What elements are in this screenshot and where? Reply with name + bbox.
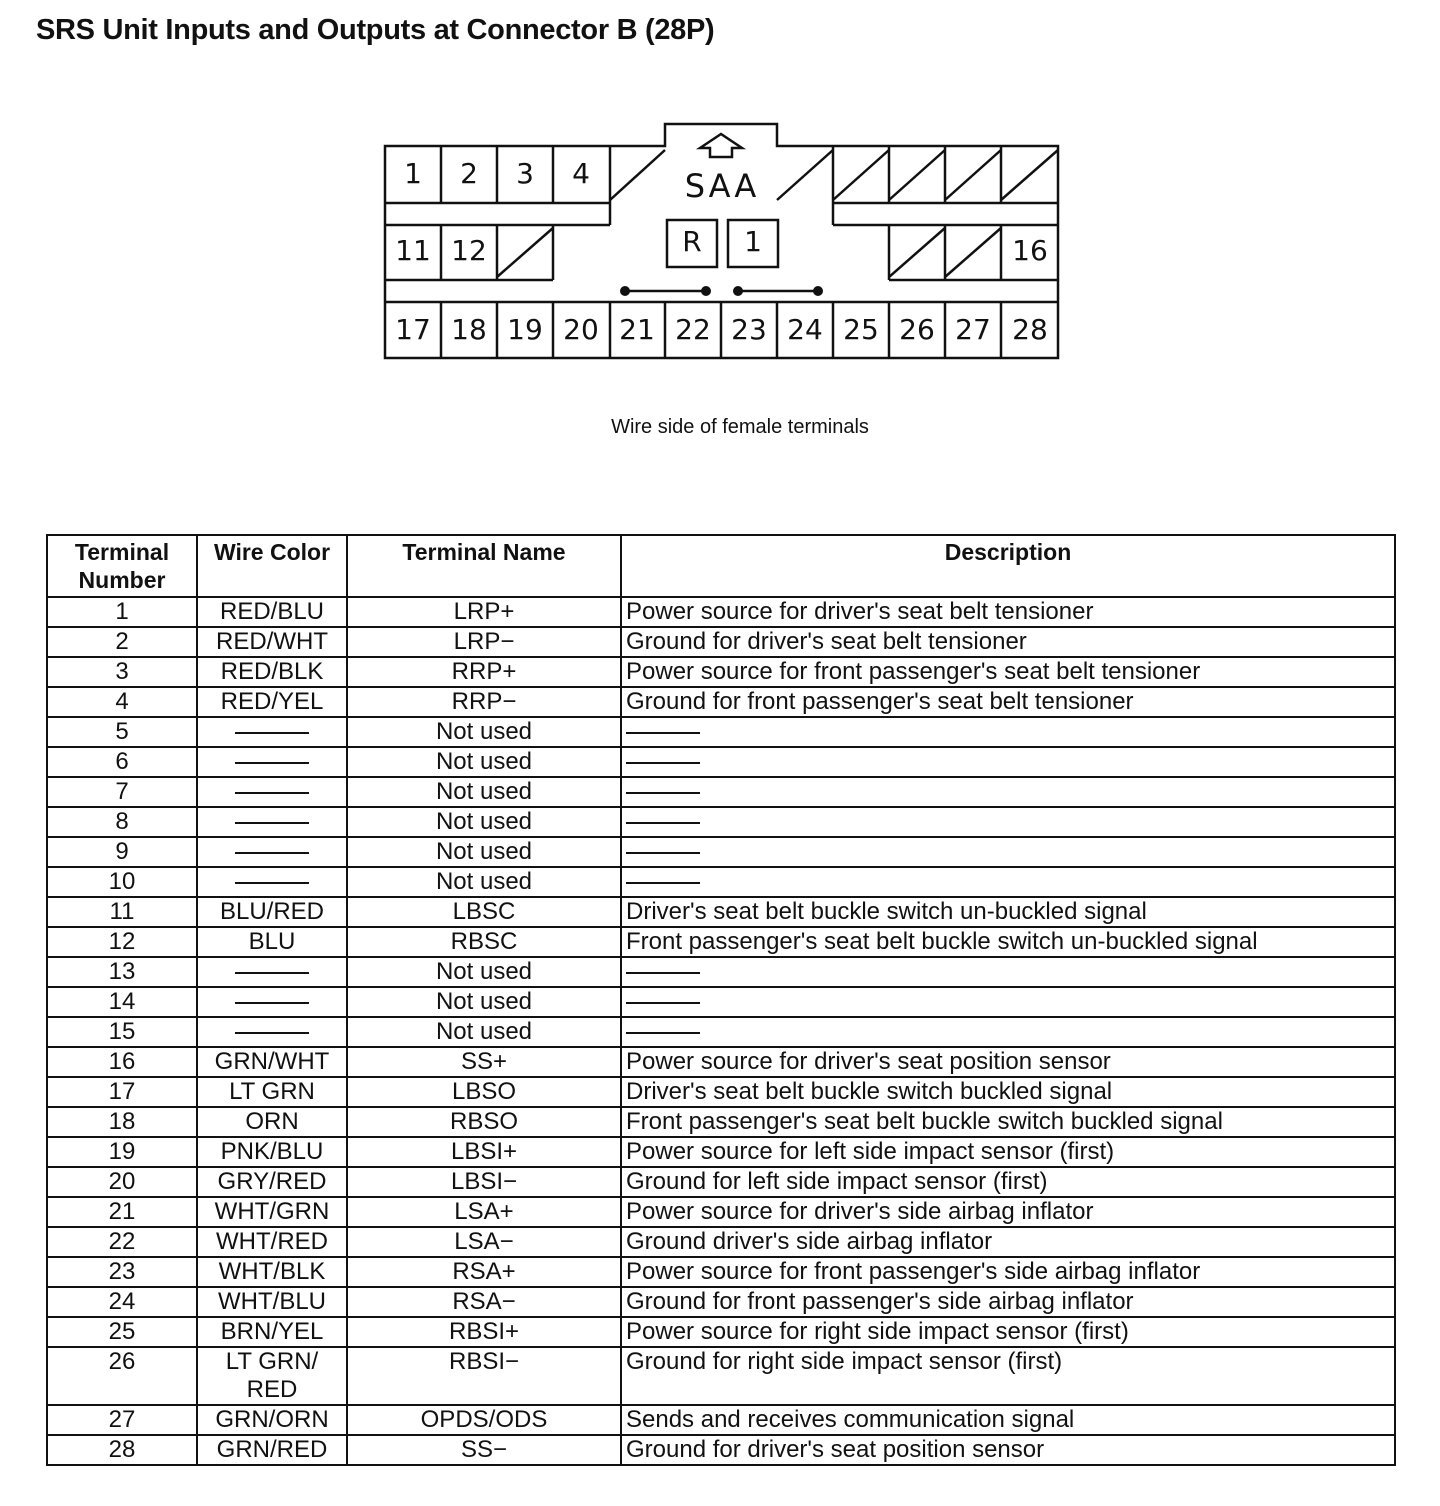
header-terminal-number: Terminal Number	[47, 535, 197, 597]
terminal-name-cell: SS−	[347, 1435, 621, 1465]
terminal-name-cell: LRP+	[347, 597, 621, 627]
wire-color-cell: LT GRN	[197, 1077, 347, 1107]
description-cell	[621, 837, 1395, 867]
pin-label: 25	[843, 313, 879, 346]
description-cell	[621, 987, 1395, 1017]
wire-color-cell	[197, 747, 347, 777]
table-row	[47, 807, 1395, 837]
empty-dash	[626, 762, 700, 764]
terminal-number-cell: 28	[47, 1435, 197, 1465]
wire-color-cell: RED/BLU	[197, 597, 347, 627]
pin-label: 11	[395, 234, 431, 267]
wire-color-cell	[197, 987, 347, 1017]
terminal-name-cell: Not used	[347, 777, 621, 807]
terminal-name-cell: RRP−	[347, 687, 621, 717]
terminal-name-cell: RBSI−	[347, 1347, 621, 1405]
table-row	[47, 627, 1395, 657]
table-row	[47, 597, 1395, 627]
terminal-name-cell: Not used	[347, 867, 621, 897]
description-cell: Ground for driver's seat belt tensioner	[621, 627, 1395, 657]
wire-color-cell: ORN	[197, 1107, 347, 1137]
pin-label: 2	[460, 157, 478, 190]
table-row	[47, 1077, 1395, 1107]
header-wire-color: Wire Color	[197, 535, 347, 597]
empty-dash	[235, 882, 309, 884]
terminal-name-cell: RRP+	[347, 657, 621, 687]
terminal-name-cell: LBSO	[347, 1077, 621, 1107]
description-cell: Driver's seat belt buckle switch buckled signal	[621, 1077, 1395, 1107]
table-row	[47, 1017, 1395, 1047]
terminal-name-cell: Not used	[347, 987, 621, 1017]
terminal-name-cell: LBSI+	[347, 1137, 621, 1167]
table-row	[47, 1347, 1395, 1405]
empty-dash	[235, 822, 309, 824]
terminal-number-cell: 27	[47, 1405, 197, 1435]
wire-color-cell: LT GRN/ RED	[197, 1347, 347, 1405]
table-row	[47, 867, 1395, 897]
terminal-number-cell: 25	[47, 1317, 197, 1347]
pin-label: 17	[395, 313, 431, 346]
wire-color-cell: PNK/BLU	[197, 1137, 347, 1167]
pin-label: 18	[451, 313, 487, 346]
table-row	[47, 1227, 1395, 1257]
pin-label: 28	[1012, 313, 1048, 346]
wire-color-cell	[197, 957, 347, 987]
description-cell	[621, 747, 1395, 777]
description-cell: Ground for front passenger's seat belt tensioner	[621, 687, 1395, 717]
table-row	[47, 1317, 1395, 1347]
description-cell: Power source for driver's seat position sensor	[621, 1047, 1395, 1077]
description-cell: Power source for driver's seat belt tensioner	[621, 597, 1395, 627]
table-row	[47, 897, 1395, 927]
description-cell: Front passenger's seat belt buckle switch buckled signal	[621, 1107, 1395, 1137]
terminal-number-cell: 24	[47, 1287, 197, 1317]
empty-dash	[235, 1032, 309, 1034]
description-cell: Front passenger's seat belt buckle switch un-buckled signal	[621, 927, 1395, 957]
wire-color-cell: GRY/RED	[197, 1167, 347, 1197]
pin-label: 27	[955, 313, 991, 346]
terminal-number-cell: 15	[47, 1017, 197, 1047]
terminal-name-cell: Not used	[347, 957, 621, 987]
empty-dash	[235, 1002, 309, 1004]
terminal-name-cell: RBSI+	[347, 1317, 621, 1347]
table-row	[47, 987, 1395, 1017]
terminal-number-cell: 10	[47, 867, 197, 897]
empty-dash	[626, 882, 700, 884]
description-cell: Power source for front passenger's seat belt tensioner	[621, 657, 1395, 687]
terminal-number-cell: 16	[47, 1047, 197, 1077]
terminal-name-cell: LRP−	[347, 627, 621, 657]
empty-dash	[235, 732, 309, 734]
terminal-name-cell: RBSC	[347, 927, 621, 957]
description-cell: Ground for driver's seat position sensor	[621, 1435, 1395, 1465]
description-cell: Power source for left side impact sensor (first)	[621, 1137, 1395, 1167]
wire-color-cell: BLU/RED	[197, 897, 347, 927]
empty-dash	[235, 762, 309, 764]
table-row	[47, 1405, 1395, 1435]
terminal-number-cell: 9	[47, 837, 197, 867]
description-cell	[621, 717, 1395, 747]
terminal-name-cell: LBSI−	[347, 1167, 621, 1197]
header-terminal-name: Terminal Name	[347, 535, 621, 597]
terminal-number-cell: 2	[47, 627, 197, 657]
description-cell: Power source for driver's side airbag inflator	[621, 1197, 1395, 1227]
empty-dash	[235, 852, 309, 854]
pin-label: 12	[451, 234, 487, 267]
description-cell: Ground driver's side airbag inflator	[621, 1227, 1395, 1257]
wire-color-cell	[197, 717, 347, 747]
marker-1: 1	[744, 225, 762, 258]
pin-label: 23	[731, 313, 767, 346]
empty-dash	[626, 732, 700, 734]
page-title: SRS Unit Inputs and Outputs at Connector B (28P)	[36, 14, 715, 46]
terminal-name-cell: RSA+	[347, 1257, 621, 1287]
table-row	[47, 747, 1395, 777]
description-cell: Driver's seat belt buckle switch un-buckled signal	[621, 897, 1395, 927]
terminal-name-cell: LBSC	[347, 897, 621, 927]
description-cell	[621, 777, 1395, 807]
description-cell	[621, 1017, 1395, 1047]
wire-color-cell	[197, 867, 347, 897]
wire-color-cell: WHT/BLK	[197, 1257, 347, 1287]
empty-dash	[626, 1002, 700, 1004]
pin-label: 26	[899, 313, 935, 346]
table-row	[47, 777, 1395, 807]
terminal-number-cell: 5	[47, 717, 197, 747]
terminal-number-cell: 17	[47, 1077, 197, 1107]
table-header-row	[47, 535, 1395, 597]
terminal-name-cell: RBSO	[347, 1107, 621, 1137]
terminal-number-cell: 21	[47, 1197, 197, 1227]
terminal-number-cell: 4	[47, 687, 197, 717]
table-row	[47, 717, 1395, 747]
wire-color-cell: GRN/RED	[197, 1435, 347, 1465]
terminal-name-cell: LSA+	[347, 1197, 621, 1227]
table-row	[47, 1167, 1395, 1197]
table-row	[47, 927, 1395, 957]
table-row	[47, 1047, 1395, 1077]
connector-label: SAA	[684, 167, 760, 205]
table-row	[47, 837, 1395, 867]
terminal-number-cell: 20	[47, 1167, 197, 1197]
terminal-name-cell: Not used	[347, 717, 621, 747]
table-row	[47, 687, 1395, 717]
pin-label: 1	[404, 157, 422, 190]
terminal-number-cell: 12	[47, 927, 197, 957]
pin-label: 24	[787, 313, 823, 346]
wire-color-cell: RED/WHT	[197, 627, 347, 657]
connector-diagram	[0, 0, 1440, 400]
description-cell	[621, 807, 1395, 837]
wire-color-cell: WHT/BLU	[197, 1287, 347, 1317]
wire-color-cell: RED/YEL	[197, 687, 347, 717]
pin-label: 22	[675, 313, 711, 346]
table-row	[47, 1287, 1395, 1317]
wire-color-cell: GRN/ORN	[197, 1405, 347, 1435]
description-cell: Ground for left side impact sensor (first)	[621, 1167, 1395, 1197]
wire-color-cell: WHT/RED	[197, 1227, 347, 1257]
terminal-number-cell: 3	[47, 657, 197, 687]
terminal-name-cell: OPDS/ODS	[347, 1405, 621, 1435]
table-row	[47, 1197, 1395, 1227]
table-row	[47, 957, 1395, 987]
terminal-name-cell: Not used	[347, 1017, 621, 1047]
marker-r: R	[682, 225, 702, 258]
terminal-number-cell: 26	[47, 1347, 197, 1405]
terminal-number-cell: 13	[47, 957, 197, 987]
wire-color-cell	[197, 1017, 347, 1047]
terminal-number-cell: 19	[47, 1137, 197, 1167]
pin-label: 21	[619, 313, 655, 346]
up-arrow-icon	[700, 134, 742, 157]
description-cell: Ground for right side impact sensor (first)	[621, 1347, 1395, 1405]
description-cell: Power source for front passenger's side airbag inflator	[621, 1257, 1395, 1287]
terminal-name-cell: LSA−	[347, 1227, 621, 1257]
header-description: Description	[621, 535, 1395, 597]
pin-label: 3	[516, 157, 534, 190]
pin-label: 19	[507, 313, 543, 346]
table-row	[47, 657, 1395, 687]
terminal-number-cell: 1	[47, 597, 197, 627]
description-cell: Sends and receives communication signal	[621, 1405, 1395, 1435]
diagram-caption: Wire side of female terminals	[611, 416, 869, 438]
empty-dash	[235, 972, 309, 974]
wire-color-cell	[197, 777, 347, 807]
empty-dash	[626, 1032, 700, 1034]
wire-color-cell: RED/BLK	[197, 657, 347, 687]
terminal-number-cell: 23	[47, 1257, 197, 1287]
empty-dash	[235, 792, 309, 794]
empty-dash	[626, 972, 700, 974]
description-cell: Ground for front passenger's side airbag inflator	[621, 1287, 1395, 1317]
table-row	[47, 1107, 1395, 1137]
description-cell	[621, 867, 1395, 897]
terminal-number-cell: 22	[47, 1227, 197, 1257]
empty-dash	[626, 792, 700, 794]
table-row	[47, 1137, 1395, 1167]
terminal-number-cell: 8	[47, 807, 197, 837]
wire-color-cell	[197, 837, 347, 867]
terminal-number-cell: 6	[47, 747, 197, 777]
wire-color-cell	[197, 807, 347, 837]
terminal-number-cell: 7	[47, 777, 197, 807]
description-cell	[621, 957, 1395, 987]
wire-color-cell: GRN/WHT	[197, 1047, 347, 1077]
terminal-name-cell: RSA−	[347, 1287, 621, 1317]
table-row	[47, 1257, 1395, 1287]
empty-dash	[626, 822, 700, 824]
table-row	[47, 1435, 1395, 1465]
pin-label: 16	[1012, 234, 1048, 267]
pin-label: 20	[563, 313, 599, 346]
wire-color-cell: WHT/GRN	[197, 1197, 347, 1227]
terminal-name-cell: SS+	[347, 1047, 621, 1077]
description-cell: Power source for right side impact sensor (first)	[621, 1317, 1395, 1347]
empty-dash	[626, 852, 700, 854]
wire-color-cell: BLU	[197, 927, 347, 957]
terminal-name-cell: Not used	[347, 807, 621, 837]
terminal-number-cell: 14	[47, 987, 197, 1017]
terminal-number-cell: 18	[47, 1107, 197, 1137]
terminal-name-cell: Not used	[347, 837, 621, 867]
wire-color-cell: BRN/YEL	[197, 1317, 347, 1347]
terminal-number-cell: 11	[47, 897, 197, 927]
pin-label: 4	[572, 157, 590, 190]
terminal-name-cell: Not used	[347, 747, 621, 777]
terminal-table	[46, 534, 1396, 1466]
